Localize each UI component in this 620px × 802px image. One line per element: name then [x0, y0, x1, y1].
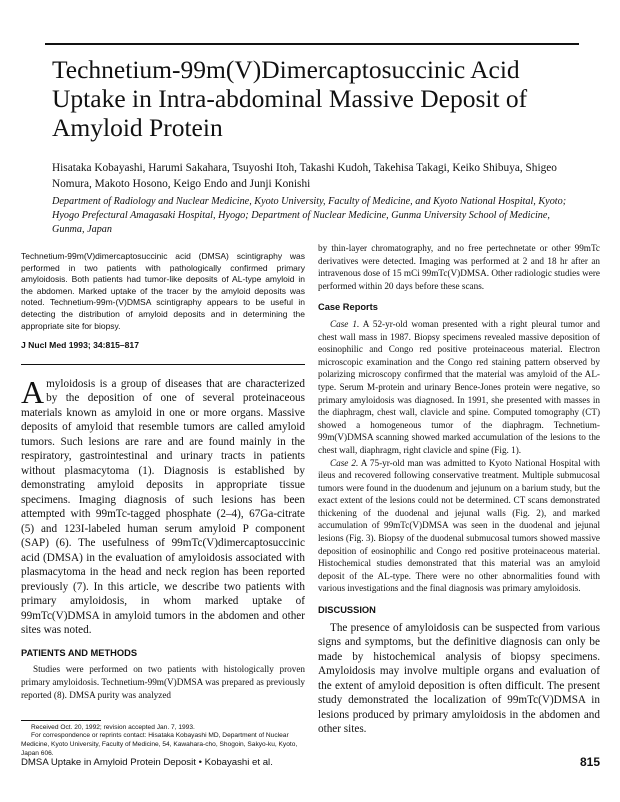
case-1-paragraph [318, 318, 600, 457]
drop-cap: A [21, 373, 45, 410]
abstract-divider [21, 364, 305, 365]
introduction-paragraph [21, 373, 305, 638]
case-2-text: A 75-yr-old man was admitted to Kyoto National Hospital with ileus and recovered following conservative treatment. Multiple submucosal tumors were found in the duodenum and jejunum on a barium study, but the exact extent of the lesions could not be determined. CT scans demonstrated thickening of the duodenal and jejunal walls (Fig. 2), and marked accumulation of 99mTc(V)DMSA was seen in the duodenal and jejunal lesions (Fig. 3). Biopsy of the duodenal submucosal tumors showed massive deposition of eosinophilic and Congo red positive proteinaceous material. Histochemical studies demonstrated that this material was an amyloid deposit of the AL-type. There were no other abnormalities found with various investigations and the final diagnosis was primary amyloidosis. [318, 457, 601, 594]
running-footer: DMSA Uptake in Amyloid Protein Deposit • Kobayashi et al. [21, 757, 273, 768]
received-note: Received Oct. 20, 1992; revision accepted Jan. 7, 1993. [31, 723, 195, 731]
abstract: Technetium-99m(V)dimercaptosuccinic acid (DMSA) scintigraphy was performed in two patients with pathologically confirmed primary amyloidosis. Both patients had tumor-like deposits of AL-type amyloid in the abdomen. Marked uptake of the tracer by the amyloid deposits was noted. Technetium-99m-(V)DMSA scintigraphy appears to be useful in detecting the distribution of amyloid deposits and in determining the appropriate site for biopsy. [21, 251, 305, 331]
journal-citation: J Nucl Med 1993; 34:815–817 [21, 340, 139, 351]
article-title: Technetium-99m(V)Dimercaptosuccinic Acid Uptake in Intra-abdominal Massive Deposit of Amyloid Protein [52, 55, 528, 142]
footnotes [21, 720, 305, 758]
case-2-paragraph [318, 457, 600, 596]
top-rule [45, 43, 579, 45]
case-1-text: A 52-yr-old woman presented with a right pleural tumor and chest wall mass in 1987. Biopsy specimens revealed massive deposition of eosinophilic and Congo red positive proteinaceous material. Electron microscopic examination and the Congo red staining pattern observed by polarizing microscopy confirmed that the material was amyloid of the AL-type. Serum M-protein and urinary Bence-Jones protein were negative, so primary amyloidosis was diagnosed. In 1991, she presented with masses in the diaphragm, chest wall, clavicle and spine. Computed tomography (CT) showed a homogeneous tumor of the diaphragm. Technetium-99m(V)DMSA scanning showed marked accumulation of the lesions to the chest wall, diaphragm, right clavicle and spine (Fig. 1). [318, 318, 601, 455]
methods-paragraph: Studies were performed on two patients with histologically proven primary amyloidosis. Technetium-99m(V)DMSA was prepared as previously reported (8). DMSA purity was analyzed [21, 664, 305, 700]
introduction-text: myloidosis is a group of diseases that are characterized by the deposition of one of several proteinaceous materials known as amyloid in one or more organs. Massive deposits of amyloid that resemble tumors are called amyloid tumors. Such lesions are rare and are found mainly in the respiratory, gastrointestinal and urinary tracts in patients without plasmacytoma (1). Diagnosis is established by demonstrating amyloid deposits in appropriate tissue specimens. Imaging diagnosis of such lesions has been attempted with 99mTc-tagged phosphate (2–4), 67Ga-citrate (5) and 123I-labeled human serum amyloid P component (SAP) (6). The usefulness of 99mTc(V)dimercaptosuccinic acid (DMSA) in the evaluation of amyloidosis associated with plasmacytoma in the head and neck region has been reported previously (7). In this article, we describe two patients with primary amyloidosis, in whom marked uptake of 99mTc(V)DMSA in amyloid tumors in the abdomen and other sites was noted. [21, 377, 305, 637]
case-reports-heading: Case Reports [318, 302, 378, 313]
discussion-heading: DISCUSSION [318, 605, 376, 616]
page-number: 815 [579, 755, 600, 769]
footnote-rule [21, 720, 101, 721]
correspondence-note: For correspondence or reprints contact: Hisataka Kobayashi MD, Department of Nuclear Medicine, Kyoto University, Faculty of Medicine, 54, Kawahara-cho, Shogoin, Sakyo-ku, Kyoto, Japan 606. [21, 732, 298, 757]
left-column [21, 251, 305, 701]
author-list: Hisataka Kobayashi, Harumi Sakahara, Tsuyoshi Itoh, Takashi Kudoh, Takehisa Takagi, Keiko Shibuya, Shigeo Nomura, Makoto Hosono, Keigo Endo and Junji Konishi [52, 162, 557, 190]
case-1-label: Case 1. [330, 318, 360, 329]
methods-heading: PATIENTS AND METHODS [21, 647, 138, 658]
methods-continued: by thin-layer chromatography, and no free pertechnetate or other 99mTc derivatives were detected. Imaging was performed at 2 and 18 hr after an intravenous dose of 15 mCi 99mTc(V)DMSA. Other radiologic studies were performed within 20 days before these scans. [318, 243, 600, 291]
case-2-label: Case 2. [330, 457, 359, 468]
right-column [318, 242, 600, 737]
affiliations: Department of Radiology and Nuclear Medicine, Kyoto University, Faculty of Medicine, and Kyoto National Hospital, Kyoto; Hyogo Prefectural Amagasaki Hospital, Hyogo; Department of Nuclear Medicine, Gunma University School of Medicine, Gunma, Japan [52, 196, 567, 235]
discussion-paragraph: The presence of amyloidosis can be suspected from various signs and symptoms, but the definitive diagnosis can only be made by histochemical analysis of biopsy specimens. Amyloidosis may involve multiple organs and evaluation of the extent of amyloid deposition is often difficult. The present study demonstrated the localization of 99mTc(V)DMSA in lesions produced by primary amyloidosis in the abdomen and other sites. [318, 621, 600, 736]
